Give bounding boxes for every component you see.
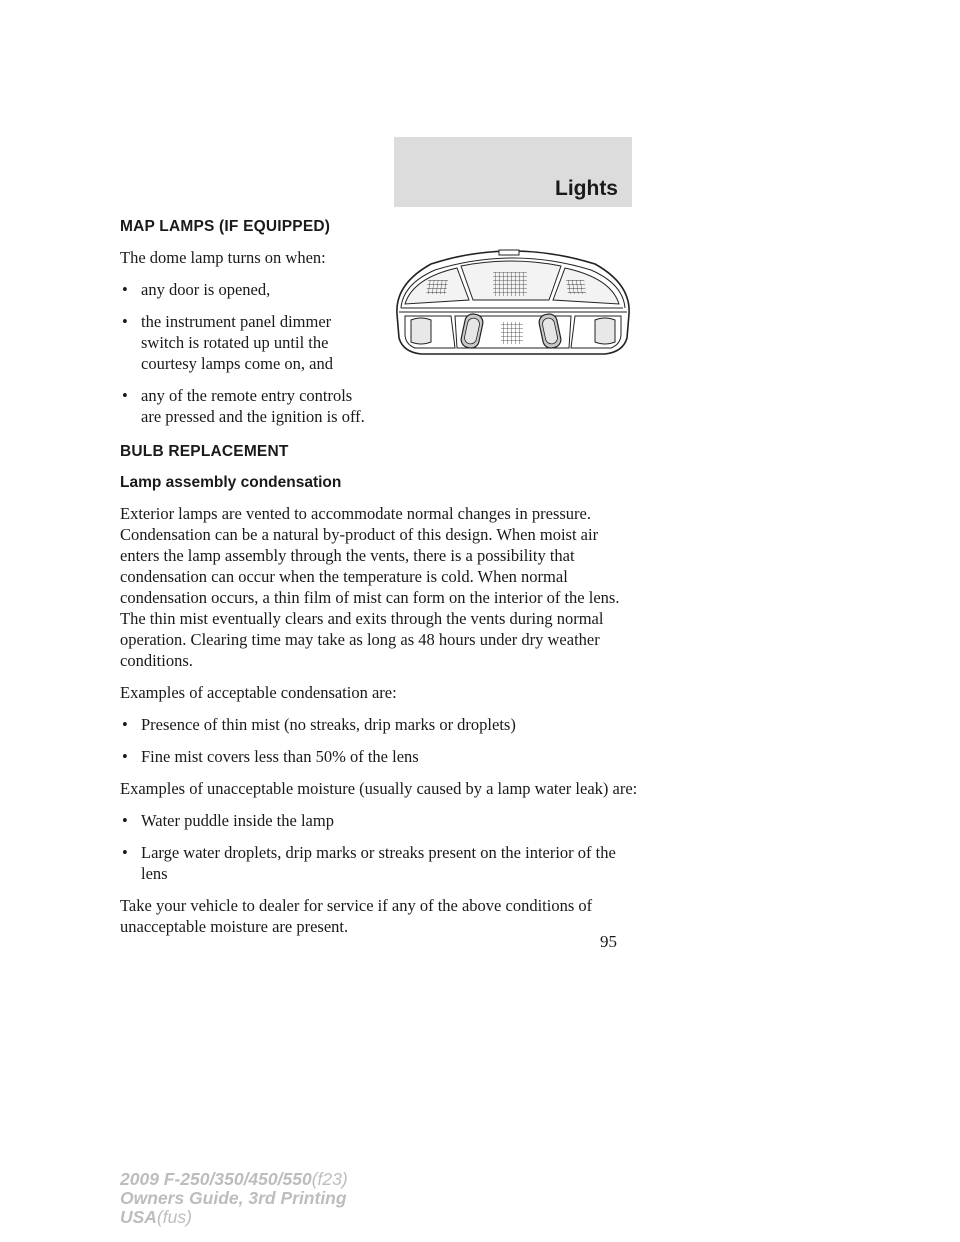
header-band <box>394 137 632 207</box>
list-item: • Large water droplets, drip marks or streaks present on the interior of the lens <box>120 842 640 884</box>
page-number: 95 <box>600 932 617 951</box>
footer-market-code: (fus) <box>156 1207 192 1227</box>
section-title: Lights <box>555 177 618 200</box>
acceptable-intro: Examples of acceptable condensation are: <box>120 683 397 702</box>
unacceptable-list <box>120 810 640 884</box>
footer-line-1 <box>120 1170 348 1189</box>
condensation-subheading: Lamp assembly condensation <box>120 474 342 491</box>
footer-model-code: (f23) <box>311 1169 348 1189</box>
map-lamps-heading: MAP LAMPS (IF EQUIPPED) <box>120 218 331 235</box>
map-lamps-block <box>120 247 375 427</box>
list-item: • the instrument panel dimmer switch is rotated up until the courtesy lamps come on, and <box>120 311 375 374</box>
bulb-replacement-heading: BULB REPLACEMENT <box>120 443 289 460</box>
map-lamps-intro: The dome lamp turns on when: <box>120 248 326 267</box>
map-lamps-list <box>120 279 375 427</box>
footer-line-2: Owners Guide, 3rd Printing <box>120 1188 347 1208</box>
list-item: • Water puddle inside the lamp <box>120 810 640 831</box>
condensation-paragraph: Exterior lamps are vented to accommodate normal changes in pressure. Condensation can be a natural by-product of this design. When moist air enters the lamp assembly through the vents, there is a possibility that condensation can occur when the temperature is cold. When normal condensation occurs, a thin film of mist can form on the interior of the lens. The thin mist eventually clears and exits through the vents during normal operation. Clearing time may take as long as 48 hours under dry weather conditions. <box>120 504 620 670</box>
footer-line-3 <box>120 1208 348 1227</box>
page-content <box>120 216 640 948</box>
list-item: • any of the remote entry controls are pressed and the ignition is off. <box>120 385 375 427</box>
acceptable-list <box>120 714 640 767</box>
footer-model: 2009 F-250/350/450/550 <box>120 1169 312 1189</box>
closing-paragraph: Take your vehicle to dealer for service if any of the above conditions of unacceptable moisture are present. <box>120 896 593 936</box>
footer <box>120 1170 348 1227</box>
list-item: • any door is opened, <box>120 279 375 300</box>
list-item: • Fine mist covers less than 50% of the lens <box>120 746 640 767</box>
footer-market: USA <box>120 1207 157 1227</box>
list-item: • Presence of thin mist (no streaks, drip marks or droplets) <box>120 714 640 735</box>
unacceptable-intro: Examples of unacceptable moisture (usually caused by a lamp water leak) are: <box>120 779 638 798</box>
